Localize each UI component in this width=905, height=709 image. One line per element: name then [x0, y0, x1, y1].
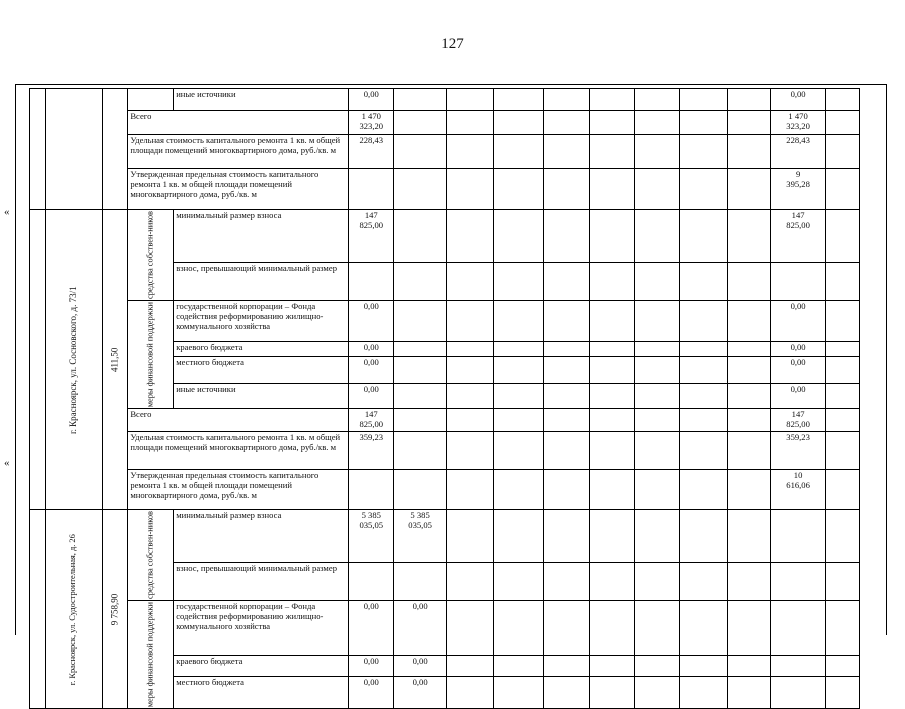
- table-row: [30, 432, 905, 470]
- index-cell: [30, 510, 46, 709]
- value-cell: 0,00: [349, 301, 394, 342]
- table-row: [30, 135, 905, 169]
- row-label: взнос, превышающий минимальный размер: [174, 563, 349, 601]
- value-cell: 0,00: [394, 601, 447, 656]
- table-row: [30, 301, 905, 342]
- address-cell: г. Красноярск, ул. Судостроительная, д. 26: [45, 510, 102, 709]
- table-row: [30, 409, 905, 432]
- row-label: взнос, превышающий минимальный размер: [174, 263, 349, 301]
- table-row: [30, 169, 905, 210]
- value-cell: 0,00: [394, 656, 447, 677]
- quote-mark: «: [4, 206, 10, 218]
- value-cell: 0,00: [349, 601, 394, 656]
- value-cell: 0,00: [349, 357, 394, 384]
- value-cell: [349, 263, 394, 301]
- value-cell: 228,43: [770, 135, 826, 169]
- value-cell: 0,00: [770, 301, 826, 342]
- row-label: государственной корпорации – Фонда содействия реформированию жилищно-коммунального хозяйства: [174, 301, 349, 342]
- capital-repair-table: [29, 88, 905, 709]
- value-cell: 0,00: [349, 89, 394, 111]
- row-label: государственной корпорации – Фонда содействия реформированию жилищно-коммунального хозяйства: [174, 601, 349, 656]
- value-cell: 0,00: [770, 89, 826, 111]
- row-label: Всего: [128, 409, 349, 432]
- value-cell: 359,23: [770, 432, 826, 470]
- value-cell: 10 616,06: [770, 470, 826, 510]
- value-cell: 0,00: [770, 383, 826, 408]
- group-cell: [128, 89, 174, 111]
- row-label: местного бюджета: [174, 676, 349, 708]
- table-row: [30, 89, 905, 111]
- value-cell: 228,43: [349, 135, 394, 169]
- quote-mark: «: [4, 457, 10, 469]
- value-cell: 0,00: [394, 676, 447, 708]
- row-label: иные источники: [174, 89, 349, 111]
- value-cell: [349, 470, 394, 510]
- group-owners-label: средства собствен-ников: [128, 510, 174, 601]
- value-cell: 0,00: [770, 357, 826, 384]
- value-cell: 5 385 035,05: [394, 510, 447, 563]
- value-cell: 0,00: [349, 341, 394, 357]
- row-label: минимальный размер взноса: [174, 510, 349, 563]
- table-row: [30, 111, 905, 135]
- page-number: 127: [441, 36, 464, 52]
- row-label: Всего: [128, 111, 349, 135]
- value-cell: 359,23: [349, 432, 394, 470]
- table-row: [30, 470, 905, 510]
- value-cell: 0,00: [349, 676, 394, 708]
- area-cell: 9 758,90: [102, 510, 128, 709]
- row-label: минимальный размер взноса: [174, 210, 349, 263]
- index-cell: [30, 210, 46, 510]
- value-cell: 147 825,00: [349, 210, 394, 263]
- index-cell: [30, 89, 46, 210]
- row-label: краевого бюджета: [174, 656, 349, 677]
- group-support-label: меры финансовой поддержки: [128, 301, 174, 409]
- value-cell: [394, 563, 447, 601]
- value-cell: 147 825,00: [770, 210, 826, 263]
- row-label: краевого бюджета: [174, 341, 349, 357]
- frame-top-border: [15, 84, 887, 85]
- value-cell: 0,00: [349, 383, 394, 408]
- value-cell: [349, 563, 394, 601]
- row-label: Удельная стоимость капитального ремонта 1 кв. м общей площади помещений многоквартирного дома, руб./кв. м: [128, 432, 349, 470]
- area-cell: 411,50: [102, 210, 128, 510]
- area-cell: [102, 89, 128, 210]
- table-row: [30, 510, 905, 563]
- group-support-label: меры финансовой поддержки: [128, 601, 174, 709]
- row-label: иные источники: [174, 383, 349, 408]
- table-row: [30, 601, 905, 656]
- value-cell: [349, 169, 394, 210]
- value-cell: 1 470 323,20: [349, 111, 394, 135]
- address-cell: г. Красноярск, ул. Сосновского, д. 73/1: [45, 210, 102, 510]
- value-cell: 9 395,28: [770, 169, 826, 210]
- address-cell: [45, 89, 102, 210]
- row-label: Утвержденная предельная стоимость капитального ремонта 1 кв. м общей площади помещений многоквартирного дома, руб./кв. м: [128, 169, 349, 210]
- value-cell: 5 385 035,05: [349, 510, 394, 563]
- frame-left-border: [15, 84, 16, 635]
- group-owners-label: средства собствен-ников: [128, 210, 174, 301]
- value-cell: [770, 263, 826, 301]
- value-cell: 1 470 323,20: [770, 111, 826, 135]
- value-cell: 147 825,00: [349, 409, 394, 432]
- value-cell: 147 825,00: [770, 409, 826, 432]
- row-label: местного бюджета: [174, 357, 349, 384]
- table-row: [30, 210, 905, 263]
- row-label: Утвержденная предельная стоимость капитального ремонта 1 кв. м общей площади помещений многоквартирного дома, руб./кв. м: [128, 470, 349, 510]
- value-cell: 0,00: [770, 341, 826, 357]
- value-cell: 0,00: [349, 656, 394, 677]
- row-label: Удельная стоимость капитального ремонта 1 кв. м общей площади помещений многоквартирного дома, руб./кв. м: [128, 135, 349, 169]
